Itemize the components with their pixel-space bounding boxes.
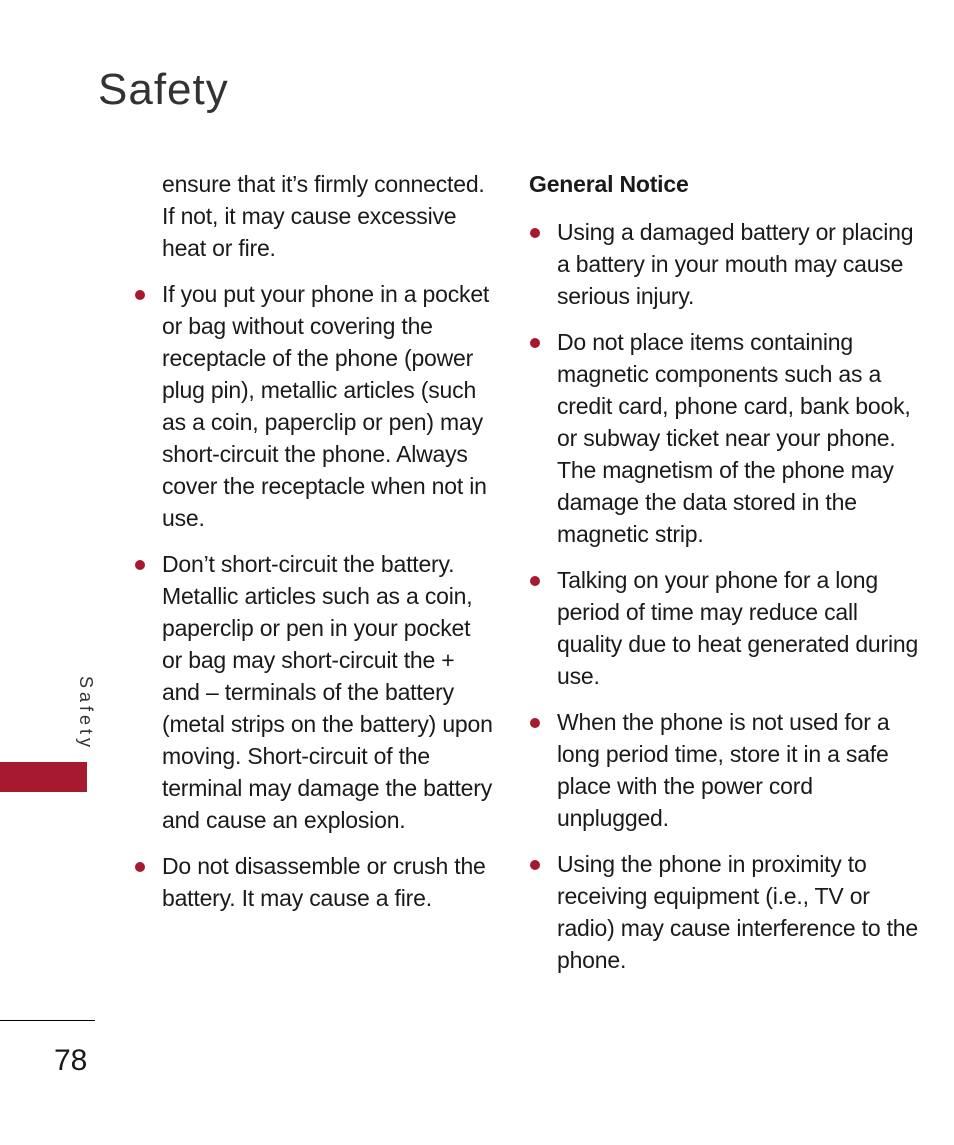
bullet-dot-icon — [530, 576, 540, 586]
bullet-dot-icon — [530, 718, 540, 728]
side-tab-bar — [0, 762, 87, 792]
continuation-paragraph: ensure that it’s firmly connected. If not, it may cause excessive heat or fire. — [162, 171, 485, 261]
list-item — [529, 706, 929, 834]
list-item — [529, 848, 929, 976]
bullet-dot-icon — [530, 228, 540, 238]
bullet-dot-icon — [135, 560, 145, 570]
bullet-dot-icon — [530, 860, 540, 870]
bullet-dot-icon — [135, 290, 145, 300]
bullet-text: Don’t short-circuit the battery. Metallic articles such as a coin, paperclip or pen in your pocket or bag may short-circuit the + and – terminals of the battery (metal strips on the battery) upon moving. Short-circuit of the terminal may damage the battery and cause an explosion. — [162, 551, 493, 833]
list-item — [529, 564, 929, 692]
bullet-dot-icon — [135, 862, 145, 872]
bullet-text: Do not disassemble or crush the battery. It may cause a fire. — [162, 853, 486, 911]
left-column — [134, 164, 494, 914]
page-number: 78 — [54, 1044, 88, 1077]
list-item — [134, 850, 494, 914]
side-tab-label: Safety — [76, 676, 96, 752]
right-bullet-list — [529, 216, 929, 976]
right-column — [529, 164, 929, 976]
list-item — [134, 548, 494, 836]
bullet-text: Using the phone in proximity to receiving equipment (i.e., TV or radio) may cause interference to the phone. — [557, 851, 918, 973]
bullet-text: When the phone is not used for a long period time, store it in a safe place with the power cord unplugged. — [557, 709, 890, 831]
bullet-text: Do not place items containing magnetic components such as a credit card, phone card, bank book, or subway ticket near your phone. The magnetism of the phone may damage the data stored in the magnetic strip. — [557, 329, 911, 547]
left-bullet-list — [134, 278, 494, 914]
list-item — [529, 326, 929, 550]
bullet-text: Talking on your phone for a long period of time may reduce call quality due to heat generated during use. — [557, 567, 919, 689]
footer-divider — [0, 1020, 95, 1021]
list-item — [529, 216, 929, 312]
bullet-dot-icon — [530, 338, 540, 348]
list-item — [134, 278, 494, 534]
page-title: Safety — [98, 65, 229, 114]
bullet-text: If you put your phone in a pocket or bag without covering the receptacle of the phone (power plug pin), metallic articles (such as a coin, paperclip or pen) may short-circuit the phone. Always cover the receptacle when not in use. — [162, 281, 490, 531]
bullet-text: Using a damaged battery or placing a battery in your mouth may cause serious injury. — [557, 219, 914, 309]
section-heading: General Notice — [529, 171, 689, 197]
